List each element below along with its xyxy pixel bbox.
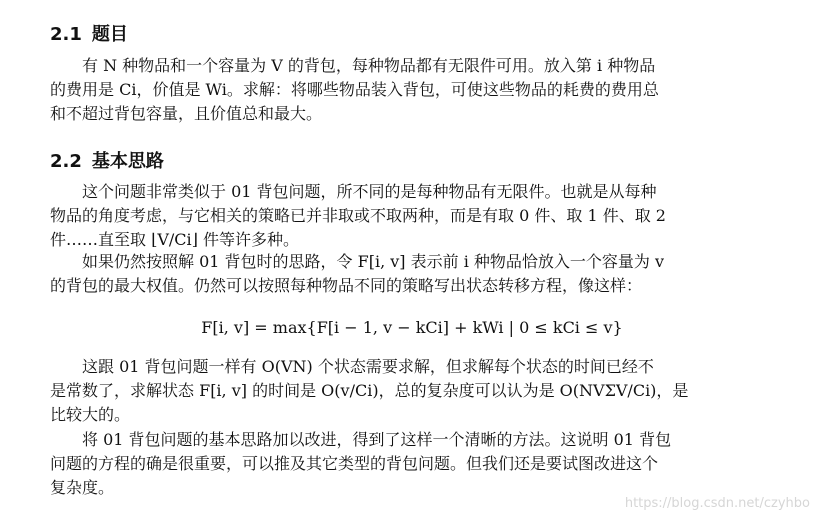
text-line: 和不超过背包容量，且价值总和最大。 <box>50 104 323 123</box>
text-line: 是常数了，求解状态 F[i, v] 的时间是 O(v/Ci)，总的复杂度可以认为是 O(NVΣV/Ci)，是 <box>50 381 689 400</box>
text-line: 比较大的。 <box>50 405 131 424</box>
watermark: https://blog.csdn.net/czyhbo <box>624 496 810 511</box>
section-heading-2-1 <box>50 20 128 46</box>
section-2-2-paragraph-2 <box>50 250 750 298</box>
text-line: 的费用是 Ci，价值是 Wi。求解：将哪些物品装入背包，可使这些物品的耗费的费用总 <box>50 80 659 99</box>
text-line: 复杂度。 <box>50 478 115 497</box>
text-line: 将 01 背包问题的基本思路加以改进，得到了这样一个清晰的方法。这说明 01 背包 <box>82 430 672 449</box>
text-line: 这跟 01 背包问题一样有 O(VN) 个状态需要求解，但求解每个状态的时间已经不 <box>82 357 654 376</box>
text-line: 物品的角度考虑，与它相关的策略已并非取或不取两种，而是有取 0 件、取 1 件、取 2 <box>50 206 666 225</box>
text-line: 如果仍然按照解 01 背包时的思路，令 F[i, v] 表示前 i 种物品恰放入一个容量为 v <box>82 252 665 271</box>
section-title: 题目 <box>91 24 128 45</box>
section-2-2-paragraph-3 <box>50 355 750 427</box>
text-line: 问题的方程的确是很重要，可以推及其它类型的背包问题。但我们还是要试图改进这个 <box>50 454 659 473</box>
section-2-1-paragraph <box>50 54 750 126</box>
section-number: 2.2 <box>50 151 82 172</box>
transition-equation: F[i, v] = max{F[i − 1, v − kCi] + kWi | 0 ≤ kCi ≤ v} <box>201 318 623 337</box>
section-number: 2.1 <box>50 24 82 45</box>
text-line: 的背包的最大权值。仍然可以按照每种物品不同的策略写出状态转移方程，像这样： <box>50 276 643 295</box>
section-2-2-paragraph-4 <box>50 428 750 500</box>
text-line: 有 N 种物品和一个容量为 V 的背包，每种物品都有无限件可用。放入第 i 种物品 <box>82 56 656 75</box>
section-heading-2-2 <box>50 147 164 173</box>
text-line: 件……直至取 ⌊V/Ci⌋ 件等许多种。 <box>50 230 299 249</box>
section-2-2-paragraph-1 <box>50 180 750 252</box>
text-line: 这个问题非常类似于 01 背包问题，所不同的是每种物品有无限件。也就是从每种 <box>82 182 657 201</box>
section-title: 基本思路 <box>91 151 164 172</box>
